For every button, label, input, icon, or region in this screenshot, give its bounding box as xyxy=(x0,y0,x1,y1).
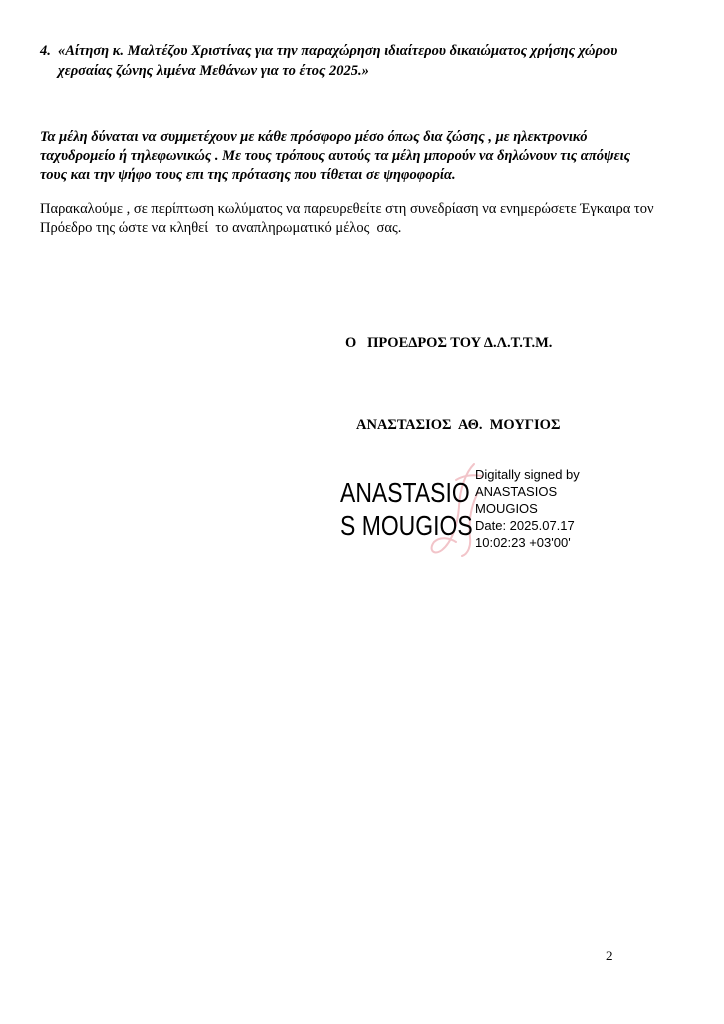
agenda-item-line-2: χερσαίας ζώνης λιμένα Μεθάνων για το έτος 2025.» xyxy=(58,63,369,79)
signatory-name: ΑΝΑΣΤΑΣΙΟΣ ΑΘ. ΜΟΥΓΙΟΣ xyxy=(356,417,561,433)
digital-signature-label: Digitally signed by xyxy=(475,467,580,482)
participation-notice-line-1: Τα μέλη δύναται να συμμετέχουν με κάθε πρόσφορο μέσο όπως δια ζώσης , με ηλεκτρονικό xyxy=(40,129,588,145)
agenda-item-number: 4. xyxy=(40,43,51,59)
participation-notice-line-2: ταχυδρομείο ή τηλεφωνικώς . Με τους τρόπους αυτούς τα μέλη μπορούν να δηλώνουν τις απόψεις xyxy=(40,148,631,164)
absence-request-line-2: Πρόεδρο της ώστε να κληθεί το αναπληρωματικό μέλος σας. xyxy=(40,220,402,236)
signatory-title: Ο ΠΡΟΕΔΡΟΣ ΤΟΥ Δ.Λ.Τ.Τ.Μ. xyxy=(345,335,553,351)
digital-signature-time: 10:02:23 +03'00' xyxy=(475,535,571,550)
digital-signature-date: Date: 2025.07.17 xyxy=(475,518,575,533)
participation-notice-line-3: τους και την ψήφο τους επι της πρότασης που τίθεται σε ψηφοφορία. xyxy=(40,167,456,183)
digital-signature-signer-first: ANASTASIOS xyxy=(475,484,558,499)
absence-request-line-1: Παρακαλούμε , σε περίπτωση κωλύματος να παρευρεθείτε στη συνεδρίαση να ενημερώσετε Έγκαιρα τον xyxy=(40,201,654,217)
agenda-item-line-1: «Αίτηση κ. Μαλτέζου Χριστίνας για την παραχώρηση ιδιαίτερου δικαιώματος χρήσης χώρου xyxy=(58,43,618,59)
page-number: 2 xyxy=(606,948,613,963)
digital-signature-name-line-1: ANASTASIO xyxy=(340,477,470,508)
digital-signature-name-line-2: S MOUGIOS xyxy=(340,510,473,541)
digital-signature-signer-last: MOUGIOS xyxy=(475,501,538,516)
